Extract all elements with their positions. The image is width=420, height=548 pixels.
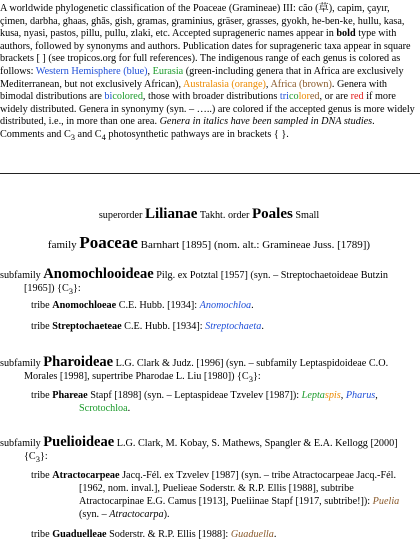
intro-text: . Comments and C	[0, 116, 375, 140]
family-name: Poaceae	[79, 233, 138, 252]
genus-name: Scrotochloa	[79, 403, 128, 414]
legend-tricolored: co	[288, 91, 299, 103]
genus-name: Guaduella	[230, 529, 274, 540]
subfamily-puelioideae	[0, 436, 418, 466]
intro-text: . Genera with bimodal distributions are	[0, 78, 388, 103]
intro-bold-word: bold	[336, 28, 356, 40]
intro-subscript: 4	[101, 131, 106, 142]
tribe-author: C.E. Hubb. [1934]:	[116, 300, 200, 311]
legend-africa: Africa (brown)	[270, 78, 332, 90]
punctuation: ).	[163, 509, 170, 520]
genus-name: Pharus	[345, 390, 376, 401]
subfamily-author: L.G. Clark & Judz. [1996] (syn. – subfamily Leptaspidoideae C.O.	[113, 358, 389, 369]
tribe-author: Atractocarpinae E.G. Camus [1913], Pueliinae Stapf [1917, subtribe!]):	[79, 496, 373, 507]
intro-text: type with authors, followed by synonyms and authors. Publication dates for suprageneric taxa appear in square brackets [ ] (see tropicos.org for full references). The indigenous range of each genus is colored as follows:	[0, 28, 411, 77]
intro-paragraph	[0, 3, 418, 144]
genus-name: spis	[324, 390, 341, 401]
intro-text: , those with broader distributions	[142, 91, 280, 103]
genus-synonym: Atractocarpa	[109, 509, 164, 520]
subfamily-author: L.G. Clark, M. Kobay, S. Mathews, Spangler & E.A. Kellogg [2000]	[114, 438, 398, 449]
punctuation: .	[261, 321, 264, 332]
subscript: 3	[248, 374, 253, 385]
intro-text: ), capim, çayır, çimen, darbha, ghaas, ghās, gish, gramas, graminius, gräser, grasses, gyokh, he-ben-ke, hullu, kasa, kusa, nyasi, pastos, pillu, pullu, zlaki, etc. Accepted supr	[0, 3, 405, 40]
intro-subscript: 3	[70, 131, 75, 142]
intro-text: and C	[75, 128, 102, 140]
superorder-author: Takht. order	[197, 210, 253, 221]
subscript: 3	[68, 286, 74, 297]
tribe-author: Soderstr. & R.P. Ellis [1988]:	[106, 529, 231, 540]
superorder-line	[0, 208, 418, 222]
tribe-phareae	[0, 389, 420, 415]
legend-tricolored: tri	[279, 91, 289, 103]
tribe-guaduelleae	[0, 528, 420, 541]
tribe-anomochloeae	[0, 299, 420, 312]
subfamily-pharoideae	[0, 356, 418, 386]
intro-text: photosynthetic pathways are in brackets { }.	[105, 128, 289, 140]
punctuation: ,	[340, 390, 346, 401]
tribe-author: [1962, nom. inval.], Puelieae Soderstr. & R.P. Ellis [1988], subtribe	[79, 483, 354, 494]
family-author: Barnhart [1895] (nom. alt.: Gramineae Juss. [1789])	[137, 239, 371, 251]
family-line	[0, 233, 418, 252]
tribe-author: Stapf [1898] (syn. – Leptaspideae Tzvelev [1987]):	[87, 390, 302, 401]
intro-text: A worldwide phylogenetic classification of the Poaceae (Gramineae) III: cão (	[0, 3, 319, 14]
intro-text: if more widely distributed. Genera in synonymy (syn. – …..) are colored if the accepted genus is more widely distributed, i.e., in more than one area.	[0, 91, 415, 128]
tribe-author: C.E. Hubb. [1934]:	[121, 321, 206, 332]
tribe-label: tribe	[31, 390, 53, 401]
tribe-name: Guaduelleae	[52, 529, 107, 540]
subfamily-name: Pharoideae	[43, 354, 114, 370]
intro-italic: Genera in italics have been sampled in DNA studies	[159, 116, 373, 128]
tribe-label: tribe	[31, 470, 53, 481]
legend-tricolored: ed	[309, 91, 320, 103]
tribe-author: Jacq.-Fél. ex Tzvelev [1987] (syn. – tribe Atractocarpeae Jacq.-Fél.	[119, 470, 397, 481]
tribe-author: (syn. –	[79, 509, 110, 520]
genus-name: Streptochaeta	[205, 321, 262, 332]
subfamily-anomochlooideae	[0, 268, 418, 298]
subfamily-author: {C	[24, 451, 36, 462]
subfamily-label: subfamily	[0, 358, 44, 369]
subfamily-author: }:	[252, 371, 261, 382]
tribe-atractocarpeae	[0, 469, 420, 521]
subfamily-name: Anomochlooideae	[43, 266, 154, 282]
genus-name: Anomochloa	[199, 300, 252, 311]
family-label: family	[47, 239, 80, 251]
punctuation: .	[273, 529, 277, 540]
section-divider	[0, 173, 420, 174]
subfamily-author: }:	[39, 451, 48, 462]
legend-tricolored: lor	[298, 91, 310, 103]
intro-text: ageneric names appear in	[230, 28, 337, 40]
superorder-name: Lilianae	[144, 206, 198, 222]
tribe-name: Anomochloeae	[52, 300, 117, 311]
legend-red: red	[350, 91, 364, 103]
intro-text: 草	[318, 3, 329, 14]
legend-australasia: Australasia (orange)	[183, 78, 266, 90]
subfamily-author: }:	[73, 283, 81, 294]
superorder-label: superorder	[98, 210, 145, 221]
punctuation: .	[127, 403, 131, 414]
subfamily-author: Morales [1998], supertribe Pharodae L. Liu [1980]) {C	[24, 371, 249, 382]
punctuation: ,	[375, 390, 378, 401]
tribe-name: Streptochaeteae	[52, 321, 122, 332]
tribe-label: tribe	[31, 321, 53, 332]
legend-western-hemisphere: Western Hemisphere (blue)	[35, 65, 148, 77]
subfamily-author: Pilg. ex Potztal [1957] (syn. – Streptochaetoideae Butzin	[153, 270, 388, 281]
intro-text: (green-including genera that in Africa are exclusively Mediterranean, but not exclusively African),	[0, 65, 404, 90]
subfamily-author: [1965]) {C	[24, 283, 69, 294]
legend-bicolored: colored	[112, 91, 143, 103]
order-author: Small	[292, 210, 320, 221]
tribe-name: Phareae	[52, 390, 88, 401]
subscript: 3	[35, 454, 40, 465]
tribe-label: tribe	[31, 300, 53, 311]
genus-name: Lepta	[301, 390, 325, 401]
tribe-streptochaeteae	[0, 320, 420, 333]
tribe-label: tribe	[31, 529, 53, 540]
genus-name: Puelia	[372, 496, 400, 507]
subfamily-name: Puelioideae	[43, 434, 115, 450]
subfamily-label: subfamily	[0, 270, 44, 281]
punctuation: .	[251, 300, 254, 311]
order-name: Poales	[252, 206, 293, 222]
tribe-name: Atractocarpeae	[52, 470, 120, 481]
intro-text: ,	[147, 65, 153, 77]
intro-text: , or are	[319, 91, 351, 103]
legend-eurasia: Eurasia	[152, 65, 184, 77]
intro-text: ,	[265, 78, 271, 90]
subfamily-label: subfamily	[0, 438, 44, 449]
legend-bicolored: bi	[104, 91, 113, 103]
